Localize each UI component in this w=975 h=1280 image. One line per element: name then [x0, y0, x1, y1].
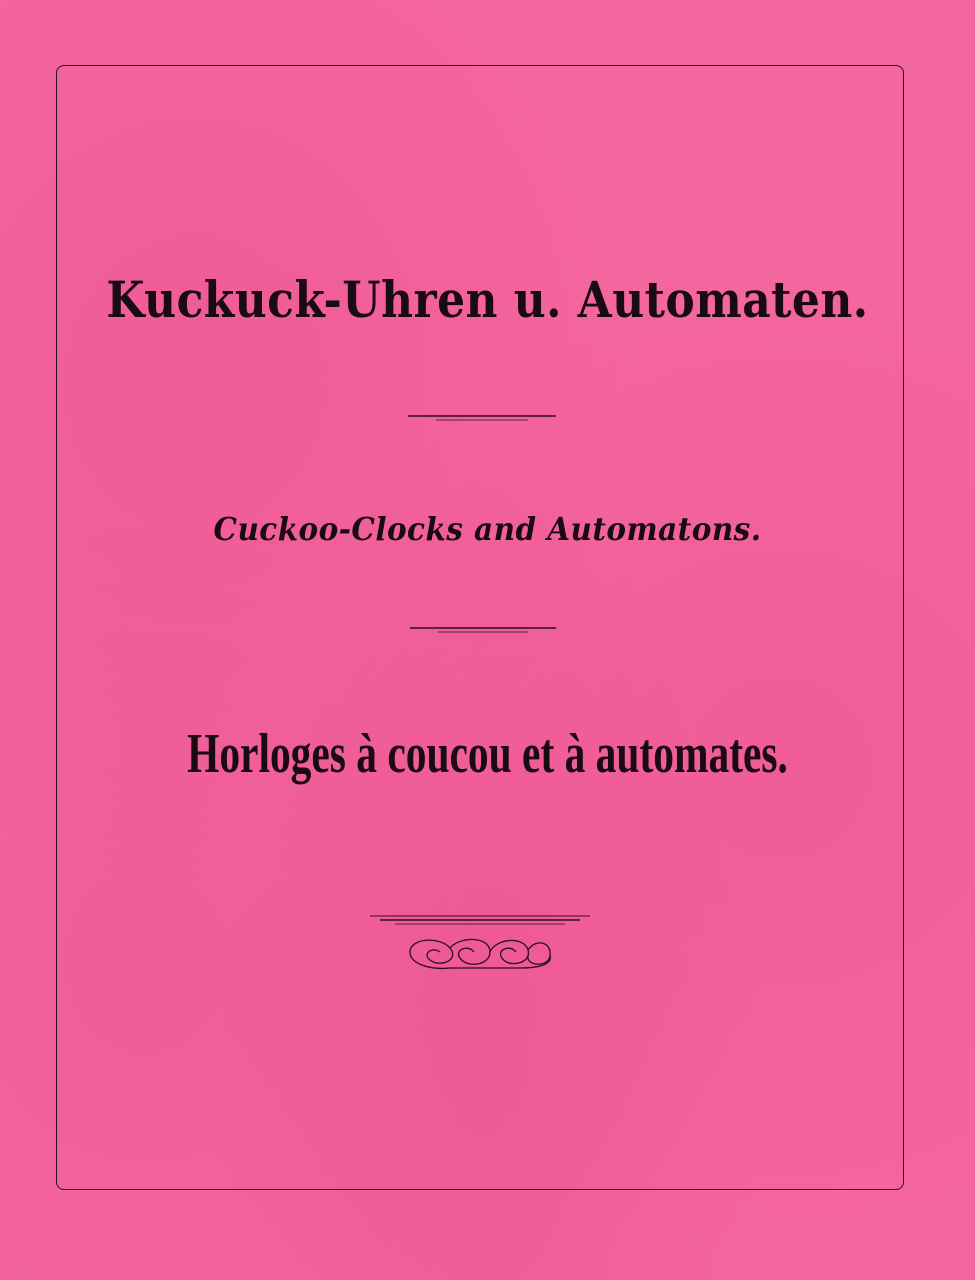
title-english: Cuckoo-Clocks and Automatons.	[213, 510, 762, 548]
divider-rule-icon	[0, 410, 975, 426]
scroll-ornament-icon	[0, 910, 975, 980]
title-french: Horloges à coucou et à automates.	[187, 723, 788, 785]
title-german: Kuckuck-Uhren u. Automaten.	[106, 270, 869, 329]
divider-rule-icon	[0, 622, 975, 638]
